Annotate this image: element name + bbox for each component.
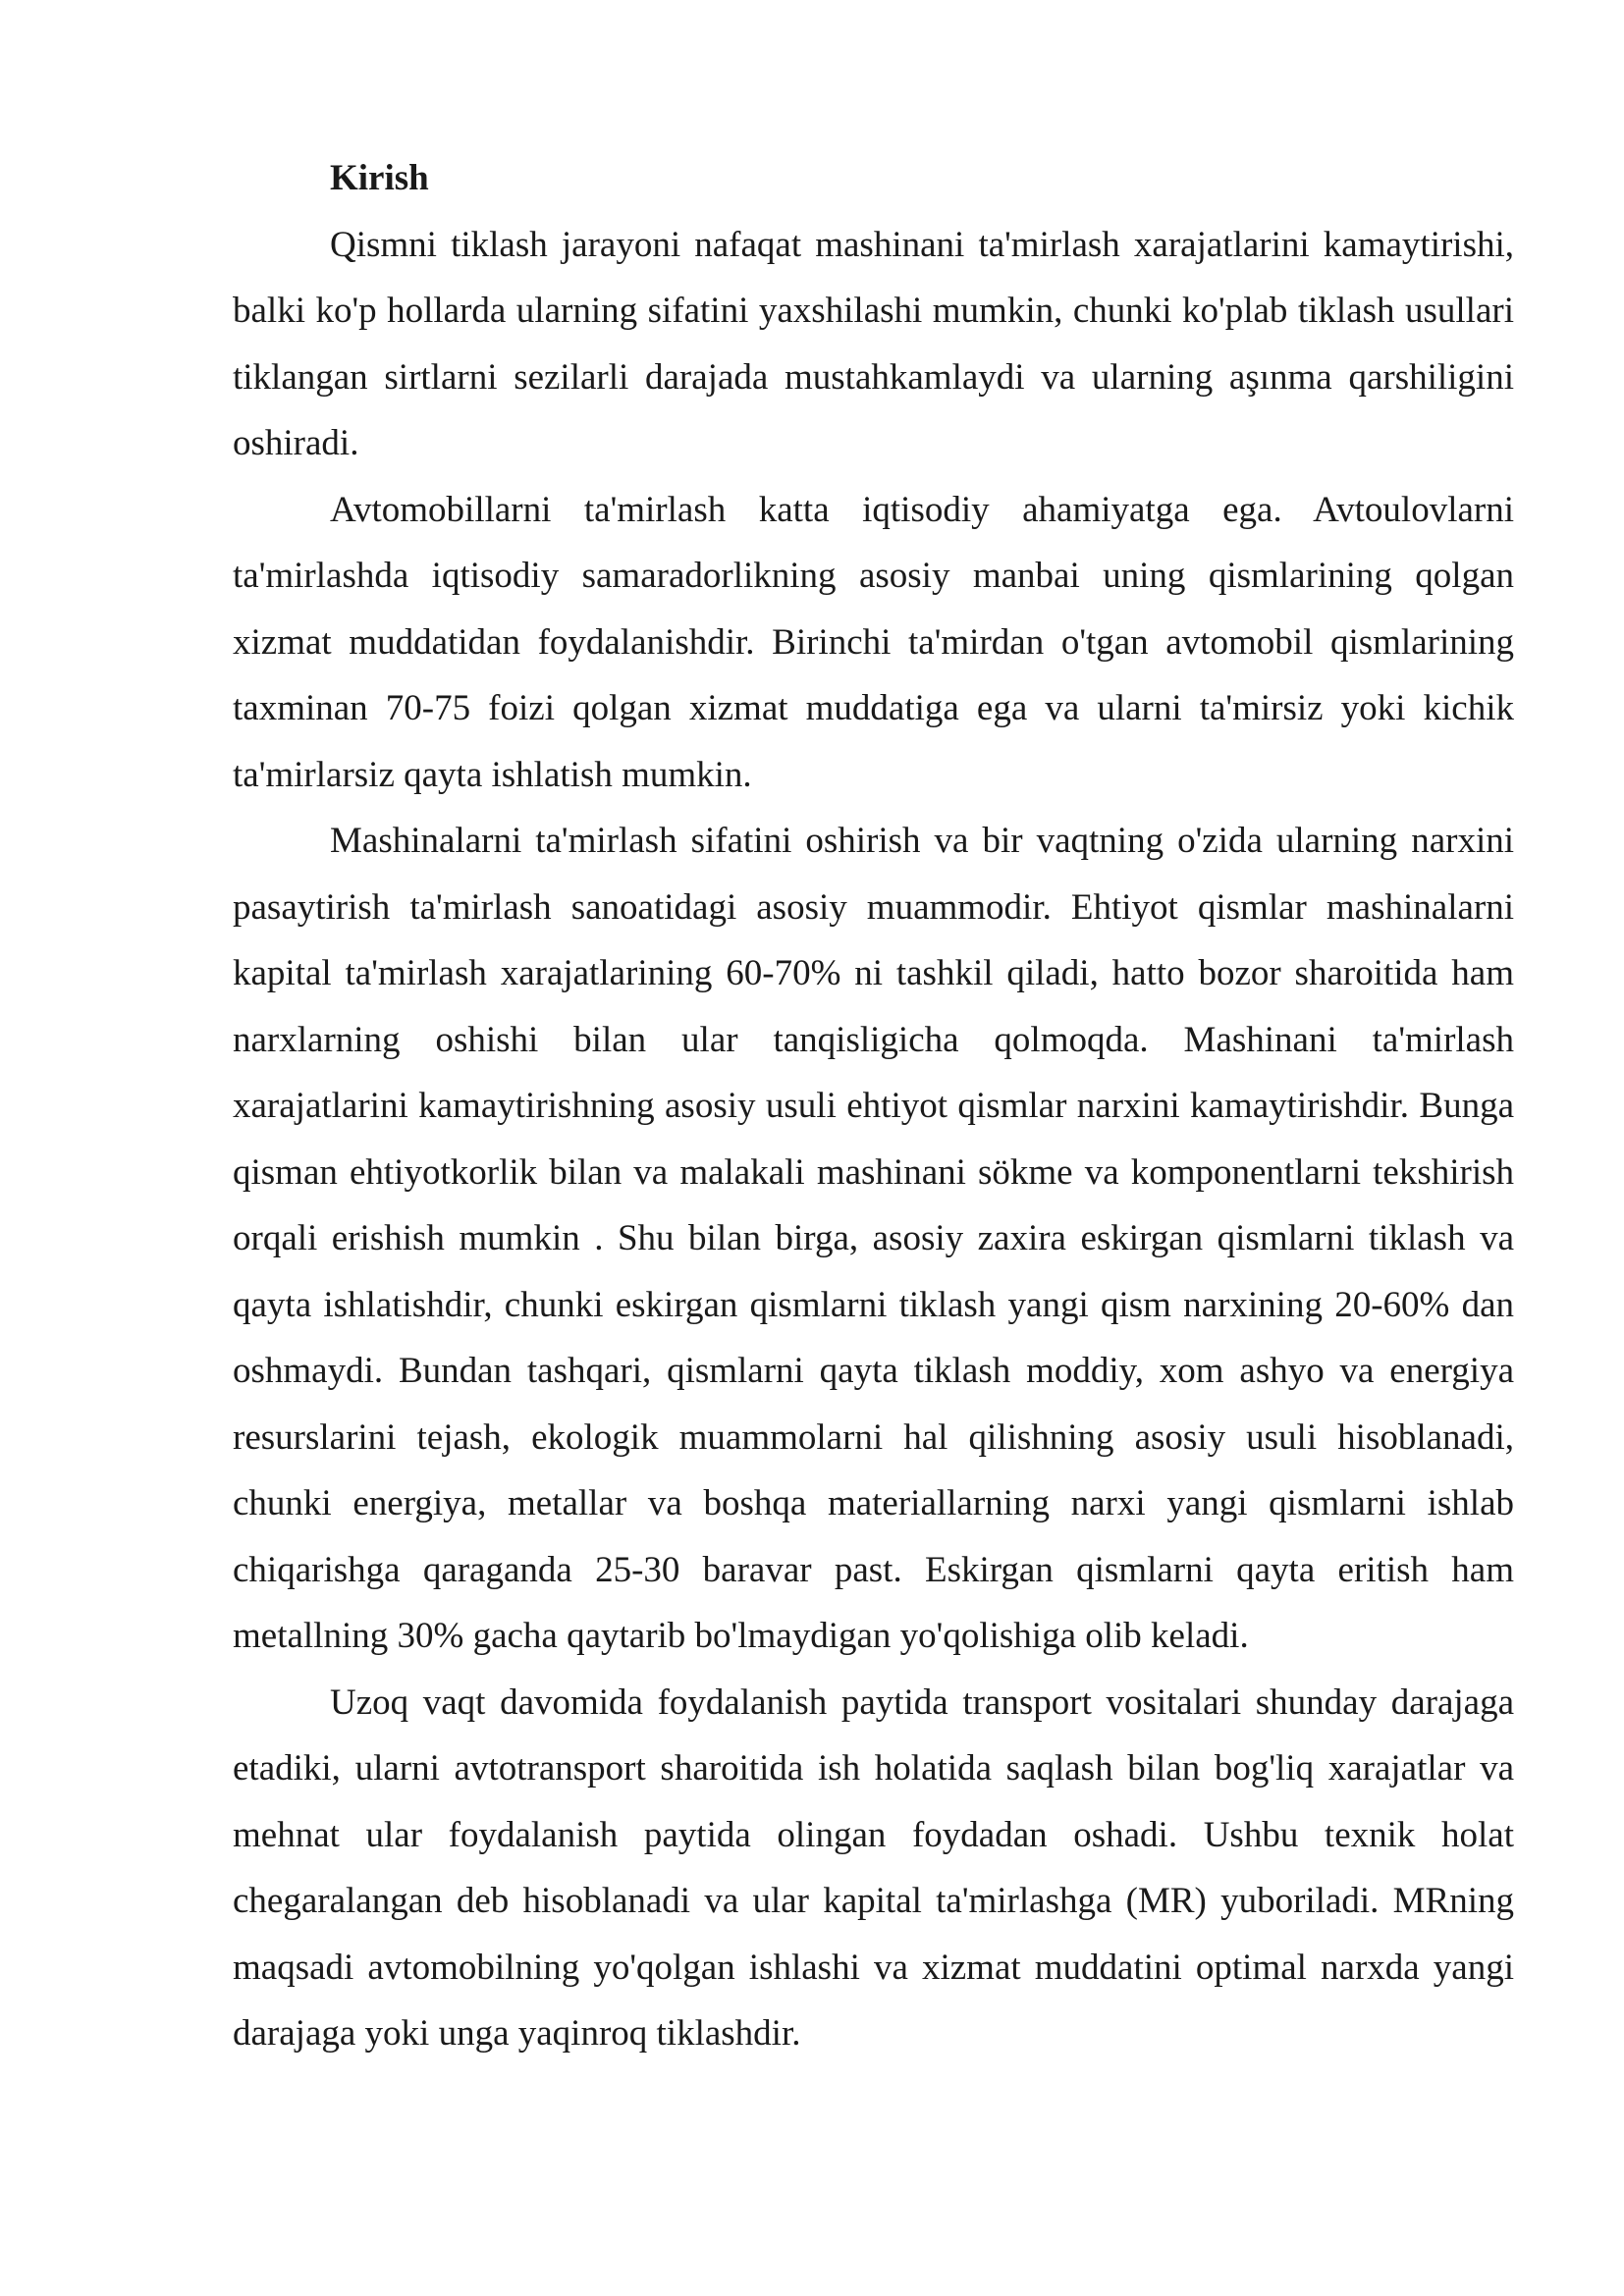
document-body	[233, 145, 1514, 2067]
section-heading: Kirish	[330, 158, 429, 198]
paragraph-2: Avtomobillarni ta'mirlash katta iqtisodiy ahamiyatga ega. Avtoulovlarni ta'mirlashda iqtisodiy samaradorlikning asosiy manbai uning qismlarining qolgan xizmat muddatidan foydalanishdir. Birinchi ta'mirdan o'tgan avtomobil qismlarining taxminan 70-75 foizi qolgan xizmat muddatiga ega va ularni ta'mirsiz yoki kichik ta'mirlarsiz qayta ishlatish mumkin.	[233, 489, 1514, 795]
paragraph-4: Uzoq vaqt davomida foydalanish paytida transport vositalari shunday darajaga etadiki, ularni avtotransport sharoitida ish holatida saqlash bilan bog'liq xarajatlar va mehnat ular foydalanish paytida olingan foydadan oshadi. Ushbu texnik holat chegaralangan deb hisoblanadi va ular kapital ta'mirlashga (MR) yuboriladi. MRning maqsadi avtomobilning yo'qolgan ishlashi va xizmat muddatini optimal narxda yangi darajaga yoki unga yaqinroq tiklashdir.	[233, 1682, 1514, 2054]
paragraph-1: Qismni tiklash jarayoni nafaqat mashinani ta'mirlash xarajatlarini kamaytirishi, balki ko'p hollarda ularning sifatini yaxshilashi mumkin, chunki ko'plab tiklash usullari tiklangan sirtlarni sezilarli darajada mustahkamlaydi va ularning aşınma qarshiligini oshiradi.	[233, 224, 1514, 463]
paragraph-3: Mashinalarni ta'mirlash sifatini oshirish va bir vaqtning o'zida ularning narxini pasaytirish ta'mirlash sanoatidagi asosiy muammodir. Ehtiyot qismlar mashinalarni kapital ta'mirlash xarajatlarining 60-70% ni tashkil qiladi, hatto bozor sharoitida ham narxlarning oshishi bilan ular tanqisligicha qolmoqda. Mashinani ta'mirlash xarajatlarini kamaytirishning asosiy usuli ehtiyot qismlar narxini kamaytirishdir. Bunga qisman ehtiyotkorlik bilan va malakali mashinani sökme va komponentlarni tekshirish orqali erishish mumkin . Shu bilan birga, asosiy zaxira eskirgan qismlarni tiklash va qayta ishlatishdir, chunki eskirgan qismlarni tiklash yangi qism narxining 20-60% dan oshmaydi. Bundan tashqari, qismlarni qayta tiklash moddiy, xom ashyo va energiya resurslarini tejash, ekologik muammolarni hal qilishning asosiy usuli hisoblanadi, chunki energiya, metallar va boshqa materiallarning narxi yangi qismlarni ishlab chiqarishga qaraganda 25-30 baravar past. Eskirgan qismlarni qayta eritish ham metallning 30% gacha qaytarib bo'lmaydigan yo'qolishiga olib keladi.	[233, 821, 1514, 1656]
